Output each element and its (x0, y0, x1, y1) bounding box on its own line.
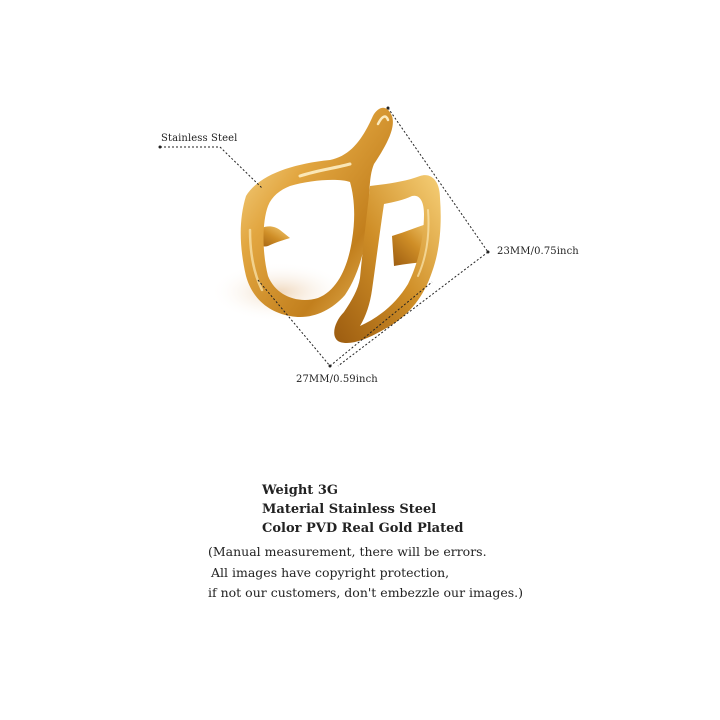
material-leader-diagonal (220, 147, 262, 188)
dimension-endpoint (159, 146, 162, 149)
spec-weight: Weight 3G (262, 483, 338, 498)
disclaimer-line: (Manual measurement, there will be errors. (208, 544, 487, 559)
width-callout-label: 27MM/0.59inch (296, 374, 378, 385)
spec-color: Color PVD Real Gold Plated (262, 521, 464, 536)
height-callout-label: 23MM/0.75inch (497, 246, 579, 257)
disclaimer-line: All images have copyright protection, (211, 565, 450, 580)
dimension-endpoint (329, 365, 332, 368)
dimension-endpoint (387, 107, 390, 110)
disclaimer-line: if not our customers, don't embezzle our images.) (208, 585, 523, 600)
material-callout-label: Stainless Steel (161, 133, 238, 144)
spec-material: Material Stainless Steel (262, 502, 437, 517)
dimension-endpoint (487, 251, 490, 254)
